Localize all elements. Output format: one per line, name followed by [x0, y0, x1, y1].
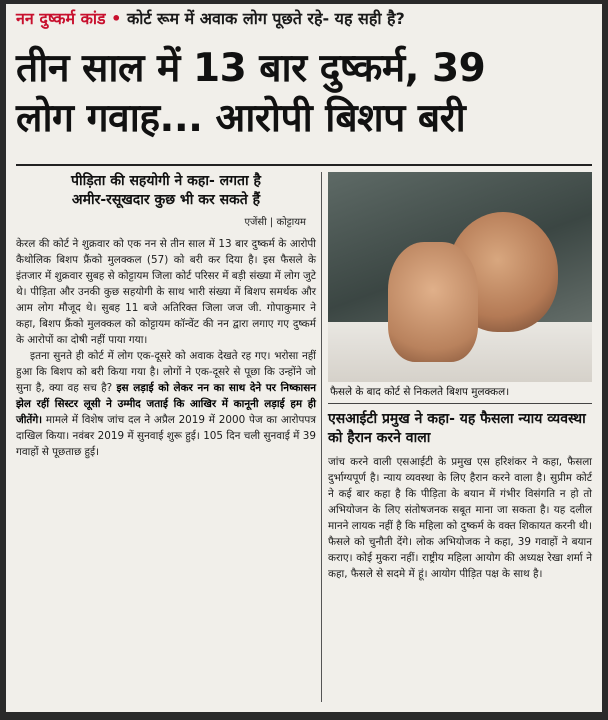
paragraph-2-bold: इस लड़ाई को लेकर नन का साथ देने पर निष्कासन झेल रहीं सिस्टर लूसी ने उम्मीद जताई कि आखिर में कानूनी लड़ाई हम ही जीतेंगे।	[16, 382, 316, 426]
byline: एजेंसी | कोट्टायम	[244, 217, 306, 228]
left-subhead-line-2: अमीर-रसूखदार कुछ भी कर सकते हैं	[71, 192, 261, 208]
right-body: जांच करने वाली एसआईटी के प्रमुख एस हरिशंकर ने कहा, फैसला दुर्भाग्यपूर्ण है। न्याय व्यवस्था के लिए हैरान करने वाला है। सुप्रीम कोर्ट ने कई बार कहा है कि पीड़िता के बयान में गंभीर विसंगति न हो तो अभियोजन के लिए संतोषजनक सबूत माना जा सकता है। यह दलील मानने लायक नहीं है कि महिला को दुष्कर्म के वक्त शिकायत करनी थी। फैसले को चुनौती देंगे। लोक अभियोजक ने कहा, 39 गवाहों ने बयान कराए। कोई मुकरा नहीं। राष्ट्रीय महिला आयोग की अध्यक्ष रेखा शर्मा ने कहा, फैसले से सदमे में हूं। आयोग पीड़ित पक्ष के साथ है।	[328, 456, 592, 580]
headline-line-2: लोग गवाह... आरोपी बिशप बरी	[16, 96, 466, 141]
column-divider	[321, 172, 322, 702]
headline-line-1: तीन साल में 13 बार दुष्कर्म, 39	[16, 46, 486, 91]
paragraph-2a: इतना सुनते ही कोर्ट में लोग एक-दूसरे को अवाक देखते रह गए। भरोसा नहीं हुआ कि बिशप को बरी किया गया है। लोगों ने एक-दूसरे से पूछा कि उन्होंने जो सुना है, क्या वह सच है?	[16, 350, 316, 394]
bishop-photo	[328, 172, 592, 382]
kicker-question: कोर्ट रूम में अवाक लोग पूछते रहे- यह सही है?	[126, 9, 405, 28]
right-subhead: एसआईटी प्रमुख ने कहा- यह फैसला न्याय व्यवस्था को हैरान करने वाला	[328, 411, 586, 446]
left-subhead	[16, 172, 316, 210]
paragraph-2	[16, 348, 316, 460]
left-subhead-line-1: पीड़िता की सहयोगी ने कहा- लगता है	[71, 173, 261, 189]
left-column	[16, 172, 316, 460]
photo-hands-shape	[388, 242, 478, 362]
left-body	[16, 236, 316, 460]
kicker-bullet: •	[111, 9, 122, 28]
headline	[16, 44, 596, 144]
headline-rule	[16, 164, 592, 166]
newspaper-clipping	[6, 4, 602, 712]
right-column	[328, 172, 592, 582]
photo-caption: फैसले के बाद कोर्ट से निकलते बिशप मुलक्कल।	[328, 382, 592, 404]
paragraph-1: केरल की कोर्ट ने शुक्रवार को एक नन से तीन साल में 13 बार दुष्कर्म के आरोपी कैथोलिक बिशप फ्रैंको मुलक्कल (57) को बरी कर दिया है। इस फैसले के इंतजार में शुक्रवार सुबह से कोट्टायम जिला कोर्ट परिसर में बड़ी संख्या में लोग जुटे थे। पीड़िता और उनकी कुछ सहयोगी के साथ भारी संख्या में बिशप समर्थक और आम लोग मौजूद थे। सुबह 11 बजे अतिरिक्त जिला जज जी. गोपाकुमार ने कहा, बिशप फ्रैंको मुलक्कल को कोट्टायम कॉन्वेंट की नन द्वारा लगाए गए दुष्कर्म के आरोपों का दोषी नहीं पाया गया।	[16, 238, 316, 346]
paragraph-2c: मामले में विशेष जांच दल ने अप्रैल 2019 में 2000 पेज का आरोपपत्र दाखिल किया। नवंबर 2019 में सुनवाई शुरू हुई। 105 दिन चली सुनवाई में 39 गवाहों से पूछताछ हुई।	[16, 414, 316, 458]
section-label: नन दुष्कर्म कांड	[16, 9, 106, 28]
kicker-line	[16, 8, 596, 30]
